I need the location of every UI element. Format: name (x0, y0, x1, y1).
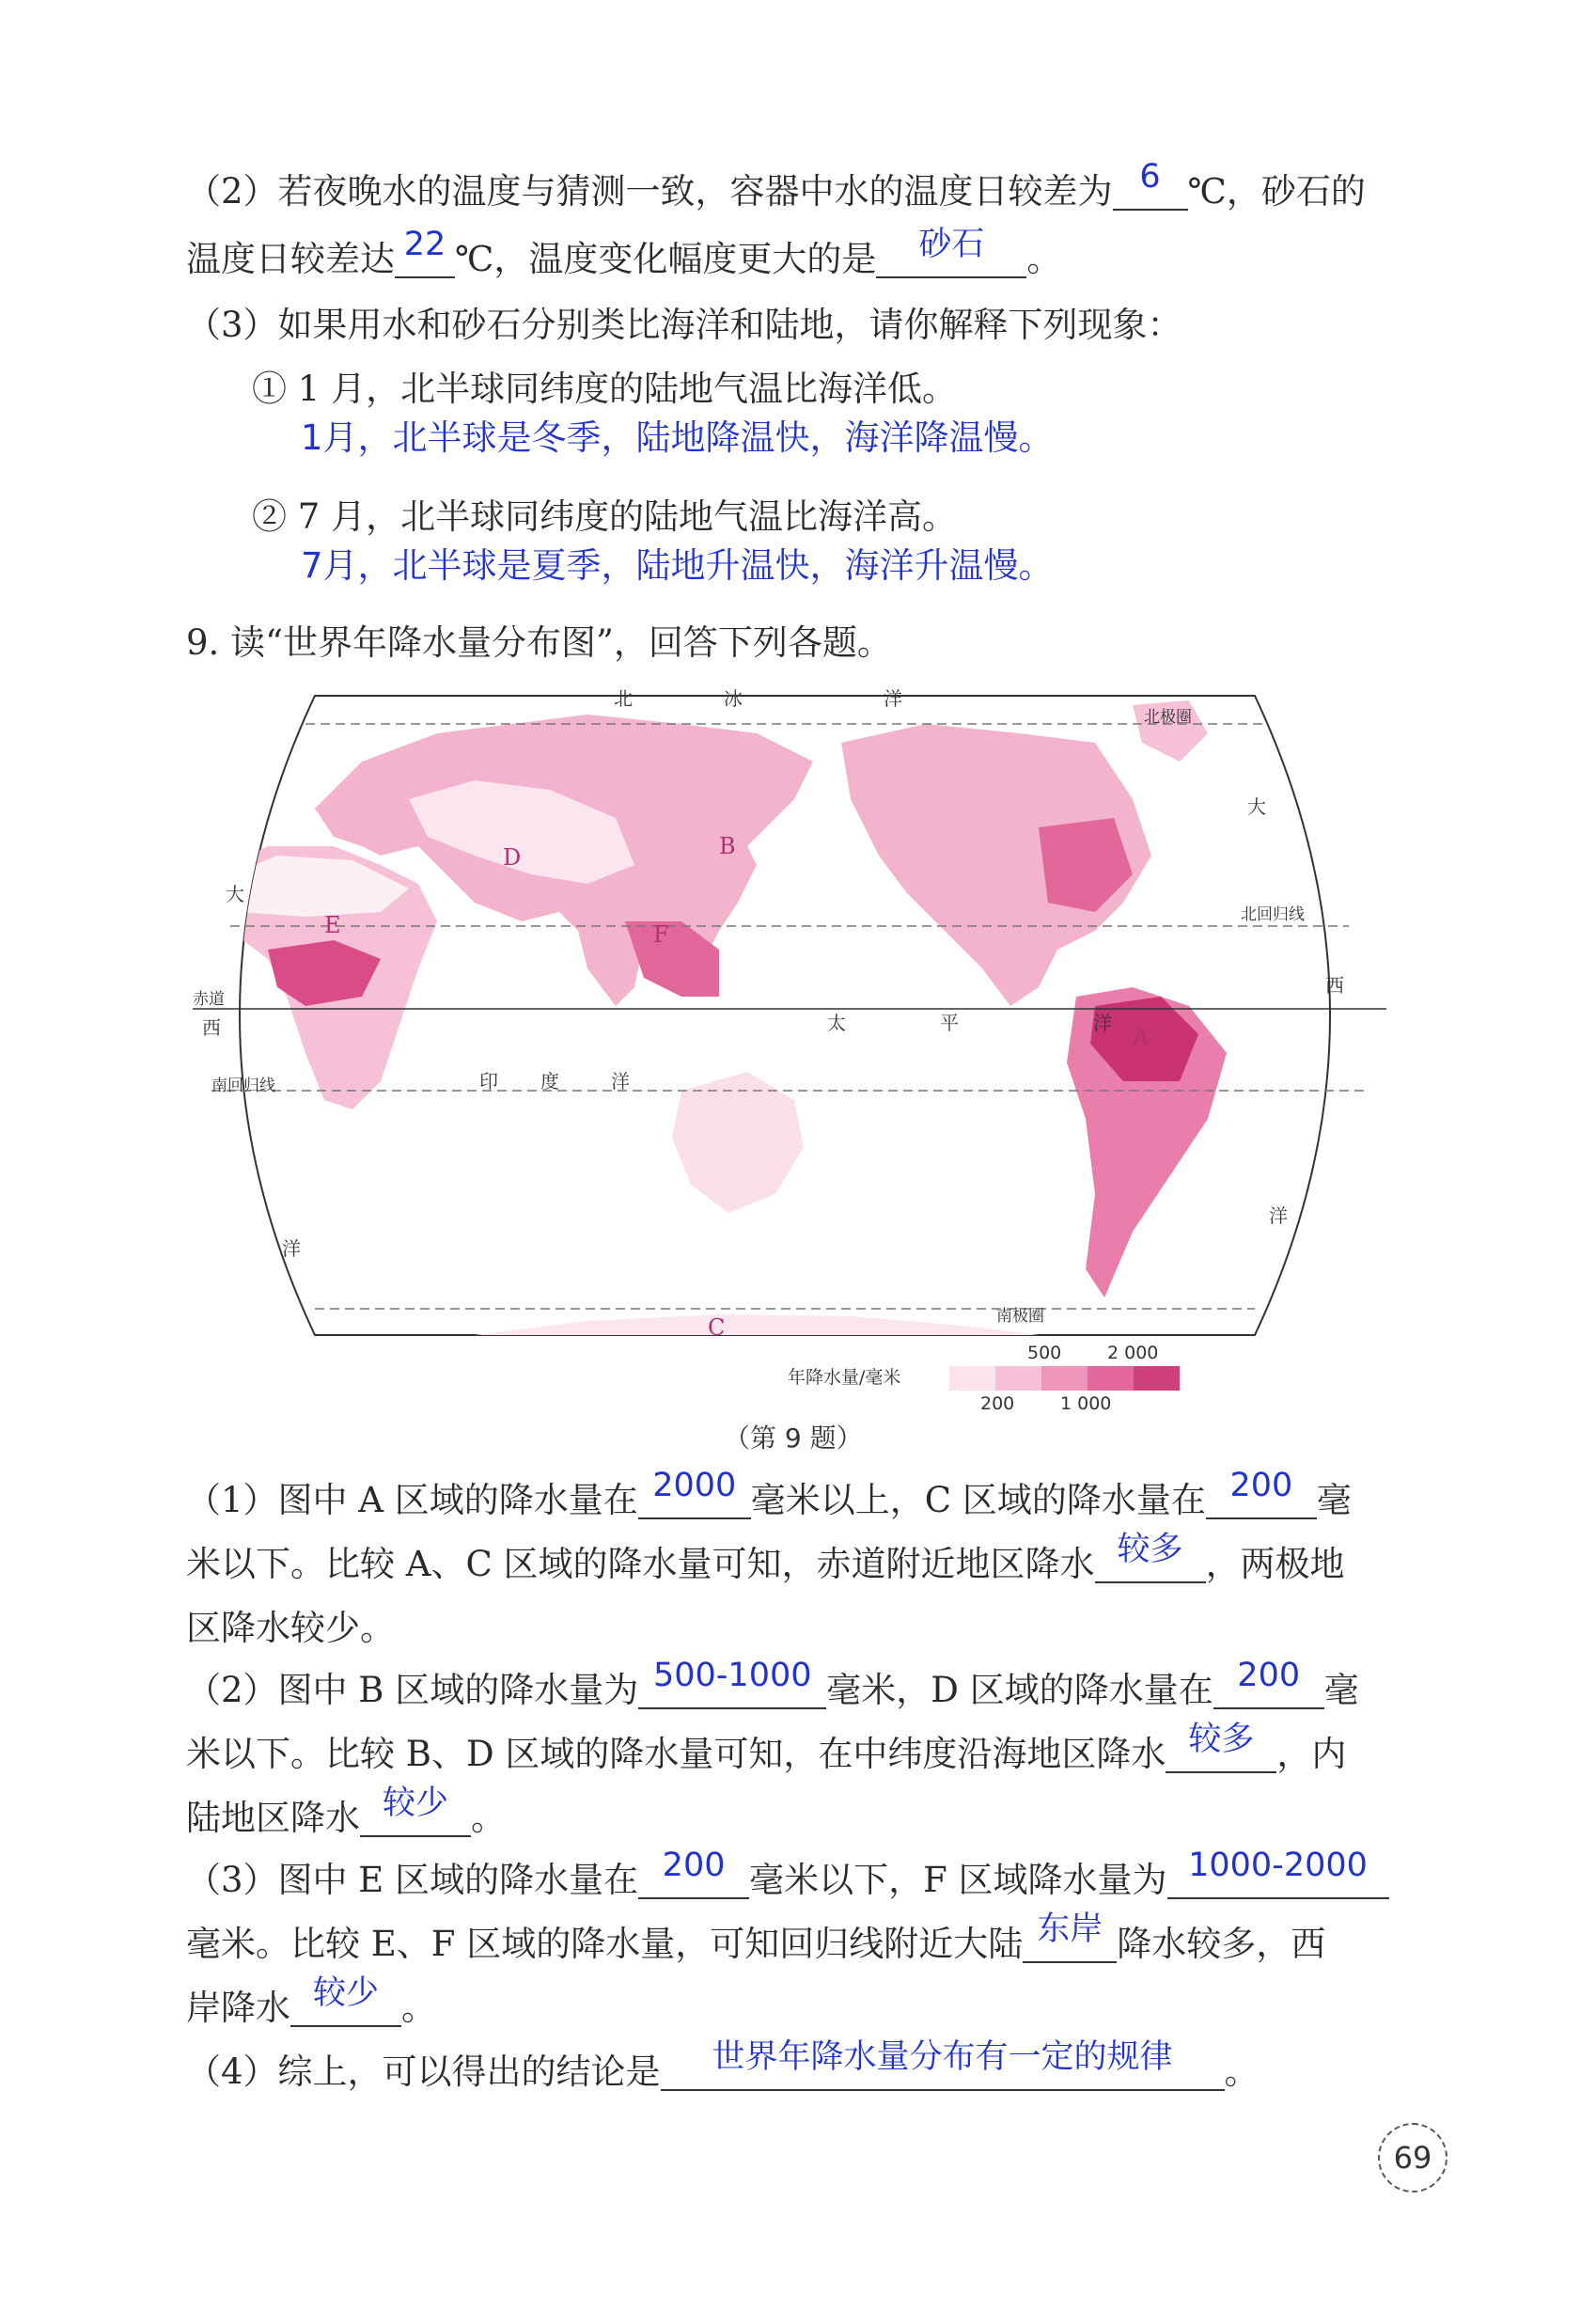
q8-sub3-item2-answer[interactable]: 7月，北半球是夏季，陆地升温快，海洋升温慢。 (301, 545, 1054, 586)
q9-s2-text-c: 毫 (1323, 1670, 1359, 1710)
q9-s2-answer-d: 200 (1237, 1657, 1301, 1694)
q9-sub1-line3: 区降水较少。 (186, 1608, 395, 1648)
q9-s2-answer-b: 500-1000 (653, 1657, 812, 1694)
q9-s1-answer-c: 200 (1229, 1467, 1293, 1504)
q9-sub4-line (186, 2038, 1260, 2095)
region-label-D: D (503, 844, 522, 871)
q9-s2-text-d: 米以下。比较 B、D 区域的降水量可知，在中纬度沿海地区降水 (186, 1734, 1166, 1774)
q8-sub2-text-c: 温度日较差达 (186, 239, 395, 279)
map-label-antarctic-circle: 南极圈 (996, 1307, 1044, 1326)
region-label-A: A (1133, 1025, 1150, 1051)
q9-s3-text-c: 毫米。比较 E、F 区域的降水量，可知回归线附近大陆 (186, 1924, 1024, 1964)
q8-sub2-text-e: 。 (1026, 239, 1062, 279)
q9-sub3-line2 (186, 1910, 1326, 1967)
q8-sub2-line1 (186, 158, 1366, 214)
q9-s3-blank-west[interactable] (290, 1974, 401, 2027)
legend-swatch-1 (949, 1366, 995, 1391)
map-label-tai: 太 (827, 1012, 846, 1034)
legend-tick-2000: 2 000 (1107, 1343, 1159, 1363)
q9-s3-text-b: 毫米以下，F 区域降水量为 (749, 1860, 1167, 1900)
q9-s3-answer-west: 较少 (312, 1974, 379, 2012)
q9-s1-answer-a: 2000 (652, 1467, 737, 1504)
q9-s3-text-d: 降水较多，西 (1117, 1924, 1326, 1964)
q9-s2-text-g: 。 (471, 1798, 506, 1838)
q9-s1-text-b: 毫米以上，C 区域的降水量在 (750, 1480, 1206, 1520)
q9-s3-answer-e: 200 (662, 1847, 726, 1884)
q9-s4-text-b: 。 (1224, 2052, 1260, 2092)
map-label-yang-sw: 洋 (282, 1237, 301, 1260)
q9-s2-text-e: ，内 (1276, 1734, 1347, 1774)
legend-swatch-2 (995, 1366, 1041, 1391)
map-label-yang-pacific: 洋 (1093, 1012, 1112, 1034)
q9-s3-blank-f[interactable] (1167, 1847, 1389, 1899)
map-label-arctic-circle: 北极圈 (1144, 708, 1192, 727)
q9-s3-text-f: 。 (401, 1988, 436, 2028)
map-label-xi-east: 西 (1325, 974, 1344, 997)
legend-swatch-4 (1087, 1366, 1134, 1391)
q9-s2-text-f: 陆地区降水 (186, 1798, 360, 1838)
q9-s1-blank-a[interactable] (638, 1467, 751, 1519)
q8-sub2-text-a: （2）若夜晚水的温度与猜测一致，容器中水的温度日较差为 (186, 171, 1113, 212)
map-label-ping: 平 (940, 1012, 959, 1034)
q9-s3-blank-e[interactable] (638, 1847, 749, 1899)
legend-tick-200: 200 (980, 1393, 1015, 1414)
legend-tick-500: 500 (1027, 1343, 1062, 1363)
q9-s2-answer-coastal: 较多 (1188, 1721, 1255, 1758)
map-label-tropic-south: 南回归线 (211, 1077, 275, 1095)
q9-s1-blank-c[interactable] (1206, 1467, 1317, 1519)
legend-swatch-3 (1041, 1366, 1087, 1391)
q9-sub2-line1 (186, 1657, 1359, 1713)
map-label-du: 度 (540, 1070, 559, 1093)
q9-s4-answer-conclusion: 世界年降水量分布有一定的规律 (712, 2038, 1173, 2076)
q9-s2-blank-b[interactable] (638, 1657, 826, 1709)
region-label-E: E (324, 912, 341, 938)
q8-answer-sand-range: 22 (403, 226, 446, 263)
legend-swatch-5 (1134, 1366, 1180, 1391)
q8-blank-water-range[interactable] (1113, 158, 1188, 211)
q9-s4-blank-conclusion[interactable] (661, 2038, 1225, 2091)
map-label-bei: 北 (614, 687, 633, 710)
q8-sub2-text-b: ℃，砂石的 (1187, 171, 1366, 212)
region-label-C: C (708, 1314, 726, 1341)
q9-s1-blank-equator[interactable] (1095, 1531, 1206, 1583)
map-label-yang-se: 洋 (1269, 1204, 1288, 1227)
map-label-da-west: 大 (226, 883, 244, 905)
map-label-xi-west: 西 (202, 1016, 221, 1039)
world-precipitation-map (193, 686, 1386, 1344)
q9-s2-blank-inland[interactable] (360, 1784, 471, 1837)
q8-sub3-item1-answer[interactable]: 1月，北半球是冬季，陆地降温快，海洋降温慢。 (301, 417, 1054, 458)
q8-sub2-line2 (186, 226, 1062, 282)
map-label-equator: 赤道 (193, 990, 225, 1009)
q9-sub2-line3 (186, 1784, 506, 1841)
q9-sub3-line1 (186, 1847, 1389, 1903)
q9-sub3-line3 (186, 1974, 436, 2031)
q8-blank-larger-change[interactable] (876, 226, 1026, 278)
q8-answer-larger-change: 砂石 (918, 226, 985, 263)
region-label-B: B (719, 833, 736, 859)
q9-s1-text-a: （1）图中 A 区域的降水量在 (186, 1480, 638, 1520)
q9-s3-text-a: （3）图中 E 区域的降水量在 (186, 1860, 639, 1900)
q9-s1-text-d: 米以下。比较 A、C 区域的降水量可知，赤道附近地区降水 (186, 1544, 1095, 1584)
q8-sub3-item2: ② 7 月，北半球同纬度的陆地气温比海洋高。 (252, 496, 958, 537)
q8-sub2-text-d: ℃，温度变化幅度更大的是 (455, 239, 877, 279)
q9-s1-text-c: 毫 (1316, 1480, 1352, 1520)
q8-blank-sand-range[interactable] (395, 226, 455, 278)
q8-sub3-line: （3）如果用水和砂石分别类比海洋和陆地，请你解释下列现象： (186, 305, 1182, 345)
q9-stem: 9. 读“世界年降水量分布图”，回答下列各题。 (186, 622, 892, 663)
figure-caption: （第 9 题） (724, 1423, 863, 1454)
q9-s4-text-a: （4）综上，可以得出的结论是 (186, 2052, 661, 2092)
map-label-yin: 印 (479, 1070, 498, 1093)
q9-s2-answer-inland: 较少 (382, 1784, 448, 1822)
map-label-bing: 冰 (724, 687, 743, 710)
map-label-yang-indian: 洋 (611, 1070, 630, 1093)
q9-s2-text-a: （2）图中 B 区域的降水量为 (186, 1670, 639, 1710)
legend-title: 年降水量/毫米 (788, 1367, 901, 1388)
q8-answer-water-range: 6 (1139, 158, 1161, 196)
q9-s3-answer-f: 1000-2000 (1188, 1847, 1368, 1884)
map-label-da-east: 大 (1247, 795, 1266, 818)
q8-sub3-item1: ① 1 月，北半球同纬度的陆地气温比海洋低。 (252, 369, 958, 409)
region-label-F: F (653, 921, 669, 948)
q9-s3-answer-east: 东岸 (1037, 1910, 1103, 1948)
q9-s2-blank-d[interactable] (1213, 1657, 1324, 1709)
q9-sub1-line2 (186, 1531, 1345, 1587)
q9-s1-answer-equator: 较多 (1117, 1531, 1183, 1568)
q9-s2-text-b: 毫米，D 区域的降水量在 (826, 1670, 1213, 1710)
q9-s2-blank-coastal[interactable] (1166, 1721, 1276, 1773)
q9-s3-blank-east[interactable] (1023, 1910, 1117, 1963)
map-label-tropic-north: 北回归线 (1241, 905, 1305, 924)
map-svg (193, 686, 1386, 1344)
q9-s3-text-e: 岸降水 (186, 1988, 290, 2028)
q9-s1-text-e: ，两极地 (1205, 1544, 1345, 1584)
legend-color-bar (949, 1366, 1180, 1391)
q9-sub2-line2 (186, 1721, 1347, 1777)
legend-tick-1000: 1 000 (1060, 1393, 1112, 1414)
q9-sub1-line1 (186, 1467, 1352, 1523)
page-number: 69 (1378, 2123, 1447, 2193)
map-label-yang-arctic: 洋 (884, 687, 902, 710)
